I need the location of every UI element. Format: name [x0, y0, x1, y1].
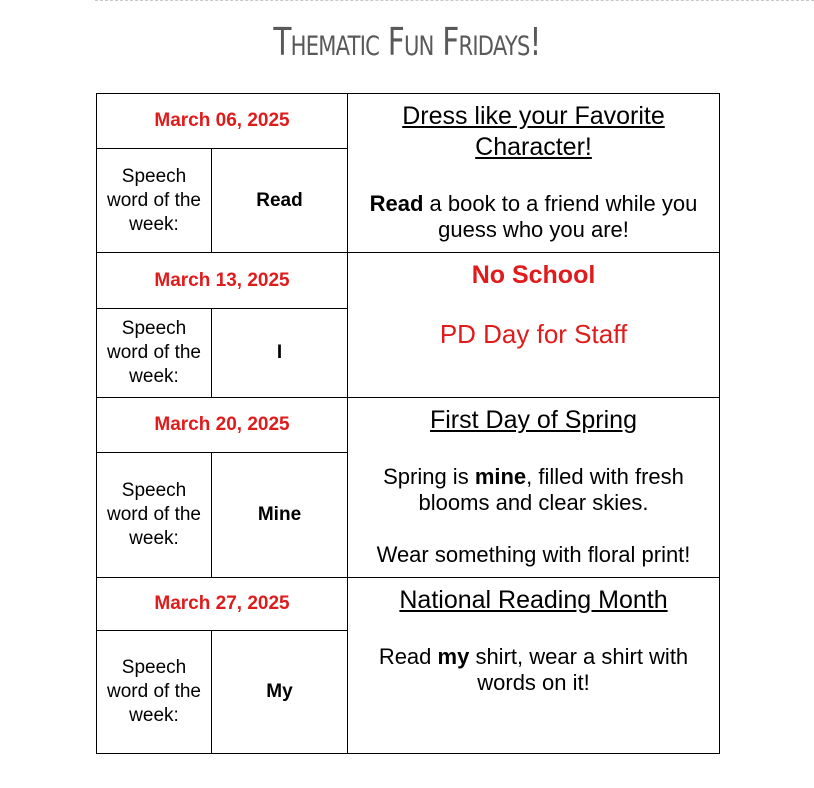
- activity-text-rest: shirt, wear a shirt with words on it!: [469, 644, 689, 695]
- speech-word-label: [96, 148, 212, 253]
- week-date: March 20, 2025: [96, 397, 348, 453]
- page-title: Thematic Fun Fridays!: [273, 20, 541, 64]
- week-row: [96, 577, 720, 754]
- activity-subtitle: PD Day for Staff: [439, 319, 628, 349]
- activity-cell: [347, 577, 720, 754]
- activity-title: National Reading Month: [399, 586, 668, 614]
- activity-title: First Day of Spring: [429, 406, 637, 434]
- speech-word-label-text: Speech word of the week:: [107, 657, 201, 726]
- speech-word: My: [211, 630, 348, 754]
- activity-title: Dress like your Favorite Character!: [402, 102, 665, 161]
- speech-word-label-text: Speech word of the week:: [107, 318, 201, 387]
- week-row: [96, 397, 720, 578]
- speech-word: Mine: [211, 452, 348, 578]
- page-top-rule: [95, 0, 814, 1]
- week-date: March 06, 2025: [96, 93, 348, 149]
- activity-cell: [347, 93, 720, 253]
- speech-word-label-text: Speech word of the week:: [107, 165, 201, 235]
- week-row: [96, 93, 720, 253]
- activity-text-pre: Spring is: [383, 464, 475, 489]
- speech-word-label: [96, 452, 212, 578]
- activity-text: [362, 644, 705, 696]
- speech-word: Read: [211, 148, 348, 253]
- activity-cell: [347, 397, 720, 578]
- activity-text-pre: Read: [378, 644, 438, 669]
- activity-text-rest: , filled with fresh blooms and clear skies.: [418, 464, 684, 515]
- activity-bold-word: my: [437, 644, 470, 669]
- activity-text: Wear something with floral print!: [376, 542, 691, 567]
- speech-word: I: [211, 308, 348, 398]
- week-date: March 13, 2025: [96, 252, 348, 309]
- speech-word-label: [96, 630, 212, 754]
- speech-word-label: [96, 308, 212, 398]
- activity-cell: [347, 252, 720, 398]
- activity-text: [362, 191, 705, 243]
- activity-bold-word: mine: [474, 464, 527, 489]
- activity-text-rest: a book to a friend while you guess who you are!: [423, 191, 698, 242]
- activity-title: No School: [471, 261, 596, 289]
- week-row: [96, 252, 720, 398]
- week-date: March 27, 2025: [96, 577, 348, 631]
- activity-text: [362, 464, 705, 516]
- speech-word-label-text: Speech word of the week:: [107, 480, 201, 549]
- activity-bold-word: Read: [369, 191, 424, 216]
